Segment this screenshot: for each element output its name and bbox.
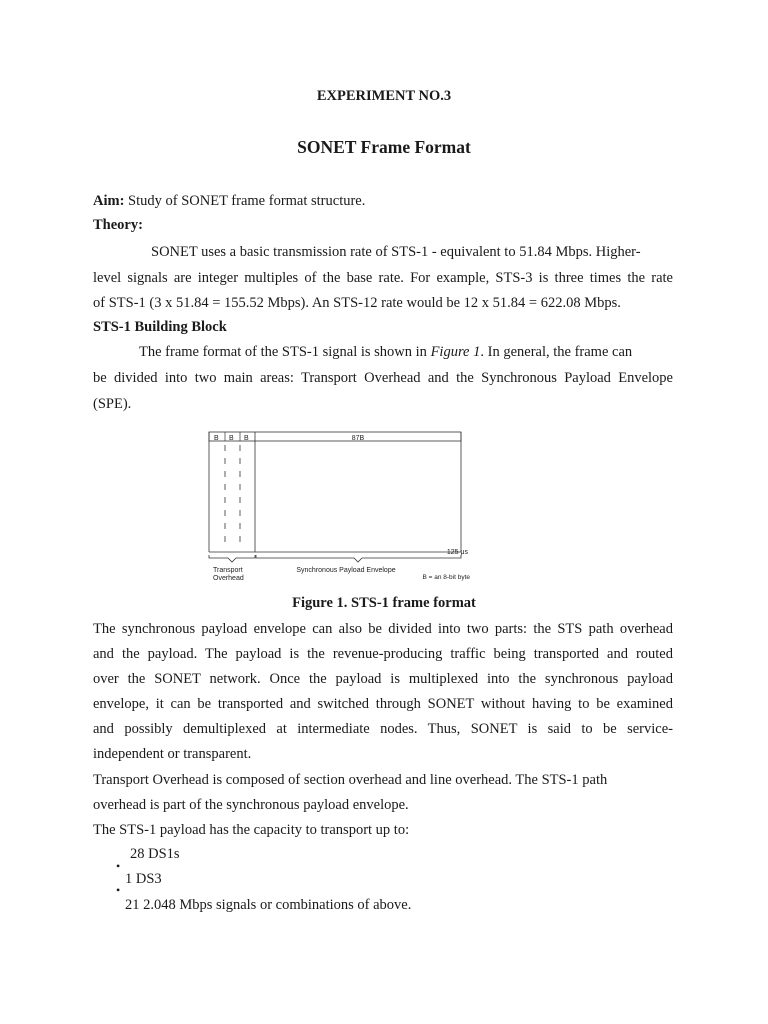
overhead-label-line-1: Transport: [213, 567, 243, 574]
theory-label: Theory:: [93, 217, 143, 233]
paragraph1-line-2: and the payload. The payload is the revenue-producing traffic being transported and routed: [93, 646, 673, 662]
sts1-heading: STS-1 Building Block: [93, 319, 227, 335]
col-label-2: B: [229, 435, 234, 442]
theory-line-1: SONET uses a basic transmission rate of STS-1 - equivalent to 51.84 Mbps. Higher-: [151, 244, 641, 260]
sts1-line-1: [139, 343, 673, 361]
paragraph1-line-1: The synchronous payload envelope can also be divided into two parts: the STS path overhead: [93, 621, 673, 637]
overhead-brace: [209, 555, 255, 562]
aim-label: Aim:: [93, 193, 125, 209]
sts1-line-2: be divided into two main areas: Transport Overhead and the Synchronous Payload Envelope: [93, 370, 673, 386]
theory-line-2: level signals are integer multiples of the base rate. For example, STS-3 is three times the rate: [93, 270, 673, 286]
sts1-frame-diagram: [206, 428, 474, 584]
aim-text: Study of SONET frame format structure.: [128, 193, 366, 209]
theory-line-3: of STS-1 (3 x 51.84 = 155.52 Mbps). An STS-12 rate would be 12 x 51.84 = 622.08 Mbps.: [93, 295, 621, 311]
paragraph2-line-1: Transport Overhead is composed of section overhead and line overhead. The STS-1 path: [93, 772, 608, 788]
sts1-line-1-text: The frame format of the STS-1 signal is shown in: [139, 344, 431, 360]
byte-note: B = an 8-bit byte: [422, 574, 470, 581]
paragraph1-line-6: independent or transparent.: [93, 746, 252, 762]
sts1-line-3: (SPE).: [93, 396, 132, 412]
capacity-intro: The STS-1 payload has the capacity to transport up to:: [93, 822, 410, 838]
experiment-heading: EXPERIMENT NO.3: [316, 88, 452, 104]
col-label-3: B: [244, 435, 249, 442]
paragraph1-line-3: over the SONET network. Once the payload is multiplexed into the synchronous payload: [93, 671, 673, 687]
spe-brace: [256, 555, 461, 562]
col-label-1: B: [214, 435, 219, 442]
overhead-label-line-2: Overhead: [213, 575, 244, 582]
paragraph1-line-5: and possibly demultiplexed at intermediate nodes. Thus, SONET is said to be service-: [93, 721, 673, 737]
page-title: SONET Frame Format: [297, 137, 471, 157]
overhead-row-ticks: [225, 445, 240, 542]
paragraph1-line-4: envelope, it can be transported and switched through SONET without having to be examined: [93, 696, 673, 712]
sts1-line-1-end: . In general, the frame can: [480, 344, 633, 360]
payload-width-label: 87B: [351, 435, 365, 442]
frame-time-label: 125 μs: [446, 549, 468, 556]
paragraph2-line-2: overhead is part of the synchronous payload envelope.: [93, 797, 409, 813]
aim-line: [93, 192, 673, 210]
capacity-item-3: 21 2.048 Mbps signals or combinations of above.: [125, 897, 412, 913]
bullet-1: •: [116, 859, 121, 873]
bullet-2: •: [116, 883, 121, 897]
spe-label: Synchronous Payload Envelope: [296, 567, 396, 574]
capacity-item-1: 28 DS1s: [130, 846, 180, 862]
figure-caption: Figure 1. STS-1 frame format: [292, 595, 476, 611]
capacity-item-2: 1 DS3: [125, 871, 162, 887]
figure-reference: Figure 1: [430, 344, 481, 360]
